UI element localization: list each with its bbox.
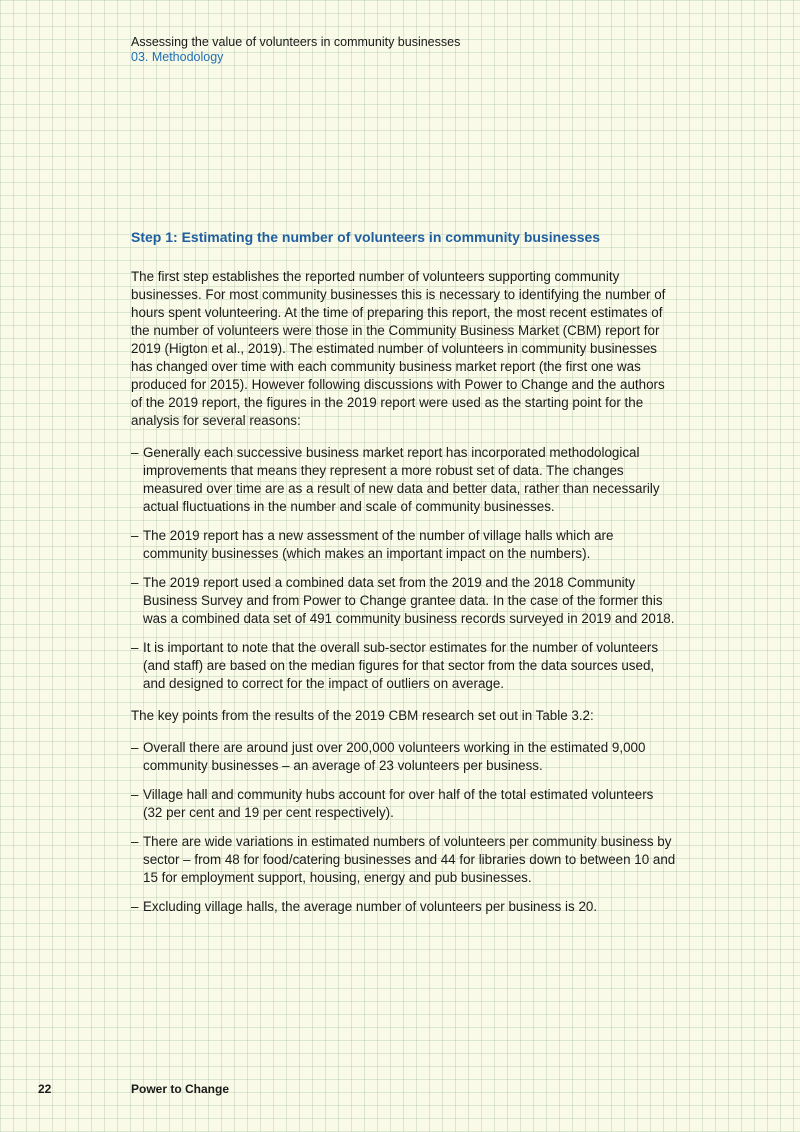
key-points-intro: The key points from the results of the 2019 CBM research set out in Table 3.2: (131, 708, 594, 723)
reasons-list (131, 444, 676, 693)
list-item: – Generally each successive business market report has incorporated methodological improvements that means they represent a more robust set of data. The changes measured over time are as a result of new data and better data, rather than necessarily actual fluctuations in the number and scale of community businesses. (131, 444, 676, 516)
list-item: – Village hall and community hubs account for over half of the total estimated volunteers (32 per cent and 19 per cent respectively). (131, 786, 676, 822)
running-header (131, 35, 460, 65)
list-item: – The 2019 report has a new assessment of the number of village halls which are community businesses (which makes an important impact on the numbers). (131, 527, 676, 563)
list-item: – Excluding village halls, the average number of volunteers per business is 20. (131, 898, 676, 916)
step-heading: Step 1: Estimating the number of volunteers in community businesses (131, 229, 601, 245)
key-points-list (131, 739, 676, 916)
list-item: – It is important to note that the overall sub-sector estimates for the number of volunteers (and staff) are based on the median figures for that sector from the data sources used, and designed to correct for the impact of outliers on average. (131, 639, 676, 693)
section-label: 03. Methodology (131, 50, 224, 64)
page-number: 22 (38, 1082, 52, 1096)
list-item: – Overall there are around just over 200,000 volunteers working in the estimated 9,000 community businesses – an average of 23 volunteers per business. (131, 739, 676, 775)
intro-paragraph: The first step establishes the reported number of volunteers supporting community businesses. For most community businesses this is necessary to identifying the number of hours spent volunteering. At the time of preparing this report, the most recent estimates of the number of volunteers were those in the Community Business Market (CBM) report for 2019 (Higton et al., 2019). The estimated number of volunteers in community businesses has changed over time with each community business market report (the first one was produced for 2015). However following discussions with Power to Change and the authors of the 2019 report, the figures in the 2019 report were used as the starting point for the analysis for several reasons: (131, 269, 666, 428)
document-title: Assessing the value of volunteers in community businesses (131, 35, 461, 49)
organisation-name: Power to Change (131, 1082, 230, 1096)
list-item: – The 2019 report used a combined data set from the 2019 and the 2018 Community Business Survey and from Power to Change grantee data. In the case of the former this was a combined data set of 491 community business records surveyed in 2019 and 2018. (131, 574, 676, 628)
list-item: – There are wide variations in estimated numbers of volunteers per community business by sector – from 48 for food/catering businesses and 44 for libraries down to between 10 and 15 for employment support, housing, energy and pub businesses. (131, 833, 676, 887)
main-content (131, 228, 676, 930)
